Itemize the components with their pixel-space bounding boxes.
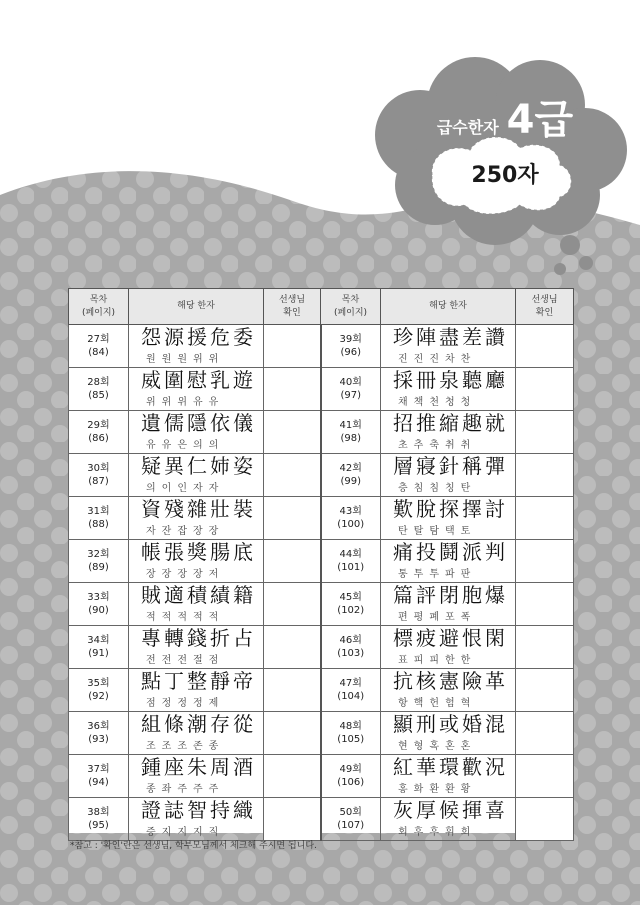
lesson-page: (86) [88, 433, 109, 444]
teacher-check-box[interactable] [516, 798, 574, 841]
header-index: 목차 (페이지) [321, 289, 381, 325]
lesson-number: 33회 [87, 591, 110, 603]
hanja-cell [129, 712, 264, 755]
table-row [69, 583, 574, 626]
hanja-characters: 證誌智持織 [141, 798, 256, 822]
hanja-cell [381, 798, 516, 841]
teacher-check-box[interactable] [264, 540, 321, 583]
lesson-page: (87) [88, 476, 109, 487]
lesson-page: (99) [340, 476, 362, 487]
teacher-check-box[interactable] [264, 325, 321, 368]
lesson-number: 47회 [339, 677, 362, 689]
hanja-readings: 표피피한한 [398, 655, 477, 666]
lesson-page: (103) [337, 648, 365, 659]
lesson-index [321, 454, 381, 497]
hanja-characters: 怨源援危委 [141, 325, 256, 349]
table-row [69, 755, 574, 798]
hanja-readings: 적적적적적 [146, 612, 225, 623]
lesson-page: (97) [340, 390, 362, 401]
lesson-index [321, 411, 381, 454]
teacher-check-box[interactable] [516, 626, 574, 669]
lesson-page: (102) [337, 605, 365, 616]
hanja-readings: 초추축취취 [398, 440, 477, 451]
hanja-characters: 點丁整靜帝 [141, 669, 256, 693]
hanja-characters: 鍾座朱周酒 [141, 755, 256, 779]
lesson-index [321, 497, 381, 540]
header-teacher: 선생님 확인 [516, 289, 574, 325]
hanja-characters: 招推縮趣就 [393, 411, 508, 435]
header-hanja: 해당 한자 [129, 289, 264, 325]
teacher-check-box[interactable] [264, 368, 321, 411]
table-row [69, 411, 574, 454]
teacher-check-box[interactable] [264, 583, 321, 626]
title-subtitle: 급수한자 [436, 118, 499, 137]
teacher-check-box[interactable] [264, 454, 321, 497]
table-row [69, 454, 574, 497]
hanja-characters: 標疲避恨閑 [393, 626, 508, 650]
title-grade: 4급 [506, 97, 574, 143]
hanja-characters: 灰厚候揮喜 [393, 798, 508, 822]
hanja-cell [129, 669, 264, 712]
hanja-cell [129, 798, 264, 841]
lesson-page: (88) [88, 519, 109, 530]
hanja-cell [129, 583, 264, 626]
lesson-index [69, 368, 129, 411]
hanja-characters: 遺儒隱依儀 [141, 411, 256, 435]
lesson-page: (85) [88, 390, 109, 401]
hanja-characters: 珍陣盡差讚 [393, 325, 508, 349]
hanja-characters: 紅華環歡況 [393, 755, 508, 779]
teacher-check-box[interactable] [264, 755, 321, 798]
lesson-index [321, 798, 381, 841]
lesson-index [69, 497, 129, 540]
hanja-cell [381, 497, 516, 540]
lesson-number: 28회 [87, 376, 110, 388]
lesson-index [321, 583, 381, 626]
hanja-readings: 전전전절점 [146, 655, 225, 666]
hanja-characters: 歎脫探擇討 [393, 497, 508, 521]
lesson-number: 32회 [87, 548, 110, 560]
hanja-readings: 위위위유유 [146, 397, 225, 408]
table-row [69, 540, 574, 583]
lesson-page: (96) [340, 347, 362, 358]
hanja-readings: 항핵헌험혁 [398, 698, 477, 709]
lesson-index [69, 325, 129, 368]
hanja-cell [129, 755, 264, 798]
hanja-cell [129, 626, 264, 669]
lesson-index [321, 368, 381, 411]
hanja-cell [381, 755, 516, 798]
teacher-check-box[interactable] [264, 712, 321, 755]
hanja-cell [381, 325, 516, 368]
lesson-index [321, 755, 381, 798]
lesson-number: 49회 [339, 763, 362, 775]
lesson-number: 35회 [87, 677, 110, 689]
hanja-cell [381, 454, 516, 497]
hanja-readings: 탄탈탐택토 [398, 526, 477, 537]
hanja-cell [381, 626, 516, 669]
teacher-check-box[interactable] [516, 669, 574, 712]
teacher-check-box[interactable] [516, 540, 574, 583]
lesson-page: (94) [88, 777, 109, 788]
lesson-index [321, 540, 381, 583]
teacher-check-box[interactable] [516, 368, 574, 411]
hanja-characters: 賊適積績籍 [141, 583, 256, 607]
teacher-check-box[interactable] [516, 755, 574, 798]
lesson-number: 48회 [339, 720, 362, 732]
hanja-characters: 資殘雜壯裝 [141, 497, 256, 521]
teacher-check-box[interactable] [516, 497, 574, 540]
lesson-page: (106) [337, 777, 365, 788]
hanja-readings: 채책천청청 [398, 397, 477, 408]
lesson-index [69, 712, 129, 755]
hanja-readings: 원원원위위 [146, 354, 225, 365]
teacher-check-box[interactable] [264, 497, 321, 540]
hanja-readings: 종좌주주주 [146, 784, 225, 795]
hanja-readings: 통투투파판 [398, 569, 477, 580]
hanja-cell [381, 583, 516, 626]
hanja-characters: 顯刑或婚混 [393, 712, 508, 736]
hanja-characters: 痛投鬪派判 [393, 540, 508, 564]
teacher-check-box[interactable] [516, 454, 574, 497]
hanja-cell [129, 454, 264, 497]
footnote: *참고 : '확인'란은 선생님, 학부모님께서 체크해 주시면 됩니다. [70, 841, 317, 851]
hanja-characters: 篇評閉胞爆 [393, 583, 508, 607]
table-row [69, 325, 574, 368]
table-row [69, 712, 574, 755]
teacher-check-box[interactable] [264, 669, 321, 712]
hanja-characters: 層寢針稱彈 [393, 454, 508, 478]
lesson-page: (89) [88, 562, 109, 573]
lesson-page: (101) [337, 562, 365, 573]
hanja-cell [129, 497, 264, 540]
hanja-cell [129, 325, 264, 368]
lesson-number: 46회 [339, 634, 362, 646]
hanja-characters: 帳張獎腸底 [141, 540, 256, 564]
table-row [69, 626, 574, 669]
lesson-number: 44회 [339, 548, 362, 560]
lesson-number: 40회 [339, 376, 362, 388]
lesson-number: 31회 [87, 505, 110, 517]
hanja-readings: 유유은의의 [146, 440, 225, 451]
hanja-cell [129, 368, 264, 411]
hanja-readings: 자잔잡장장 [146, 526, 225, 537]
hanja-cell [381, 669, 516, 712]
hanja-readings: 증지지지직 [146, 827, 225, 838]
lesson-page: (93) [88, 734, 109, 745]
teacher-check-box[interactable] [264, 411, 321, 454]
lesson-number: 41회 [339, 419, 362, 431]
lesson-number: 39회 [339, 333, 362, 345]
teacher-check-box[interactable] [264, 798, 321, 841]
hanja-readings: 점정정정제 [146, 698, 225, 709]
teacher-check-box[interactable] [516, 325, 574, 368]
header-index: 목차 (페이지) [69, 289, 129, 325]
lesson-index [69, 798, 129, 841]
hanja-characters: 組條潮存從 [141, 712, 256, 736]
lesson-index [69, 755, 129, 798]
hanja-cell [381, 411, 516, 454]
teacher-check-box[interactable] [264, 626, 321, 669]
hanja-readings: 조조조존종 [146, 741, 225, 752]
table-header-row [69, 289, 574, 325]
hanja-cell [381, 712, 516, 755]
lesson-index [69, 454, 129, 497]
lesson-index [69, 411, 129, 454]
lesson-index [321, 712, 381, 755]
hanja-table [68, 288, 573, 838]
lesson-page: (91) [88, 648, 109, 659]
lesson-index [321, 626, 381, 669]
hanja-characters: 專轉錢折占 [141, 626, 256, 650]
lesson-page: (95) [88, 820, 109, 831]
hanja-cell [381, 368, 516, 411]
lesson-page: (92) [88, 691, 109, 702]
hanja-characters: 抗核憲險革 [393, 669, 508, 693]
lesson-index [69, 626, 129, 669]
table-row [69, 669, 574, 712]
lesson-index [321, 325, 381, 368]
lesson-number: 27회 [87, 333, 110, 345]
title-block [420, 97, 590, 154]
lesson-index [321, 669, 381, 712]
hanja-readings: 층침침칭탄 [398, 483, 477, 494]
lesson-number: 45회 [339, 591, 362, 603]
hanja-cell [129, 540, 264, 583]
lesson-number: 29회 [87, 419, 110, 431]
lesson-page: (104) [337, 691, 365, 702]
header-hanja: 해당 한자 [381, 289, 516, 325]
lesson-number: 34회 [87, 634, 110, 646]
lesson-page: (84) [88, 347, 109, 358]
lesson-page: (107) [337, 820, 365, 831]
title-count: 250자 [471, 163, 539, 188]
lesson-index [69, 583, 129, 626]
hanja-readings: 회후후휘희 [398, 827, 477, 838]
lesson-number: 38회 [87, 806, 110, 818]
lesson-index [69, 540, 129, 583]
hanja-readings: 홍화환환황 [398, 784, 477, 795]
lesson-number: 30회 [87, 462, 110, 474]
lesson-number: 37회 [87, 763, 110, 775]
lesson-page: (90) [88, 605, 109, 616]
hanja-cell [129, 411, 264, 454]
lesson-number: 42회 [339, 462, 362, 474]
hanja-cell [381, 540, 516, 583]
hanja-readings: 의이인자자 [146, 483, 225, 494]
teacher-check-box[interactable] [516, 583, 574, 626]
teacher-check-box[interactable] [516, 411, 574, 454]
header-teacher: 선생님 확인 [264, 289, 321, 325]
table-row [69, 497, 574, 540]
hanja-readings: 진진진차찬 [398, 354, 477, 365]
lesson-page: (100) [337, 519, 365, 530]
hanja-characters: 採冊泉聽廳 [393, 368, 508, 392]
hanja-readings: 현형혹혼혼 [398, 741, 477, 752]
hanja-characters: 威圍慰乳遊 [141, 368, 256, 392]
teacher-check-box[interactable] [516, 712, 574, 755]
hanja-characters: 疑異仁姉姿 [141, 454, 256, 478]
lesson-number: 50회 [339, 806, 362, 818]
table-row [69, 798, 574, 841]
table-row [69, 368, 574, 411]
lesson-page: (105) [337, 734, 365, 745]
hanja-readings: 장장장장저 [146, 569, 225, 580]
hanja-readings: 편평폐포폭 [398, 612, 477, 623]
lesson-number: 43회 [339, 505, 362, 517]
lesson-index [69, 669, 129, 712]
lesson-page: (98) [340, 433, 362, 444]
lesson-number: 36회 [87, 720, 110, 732]
